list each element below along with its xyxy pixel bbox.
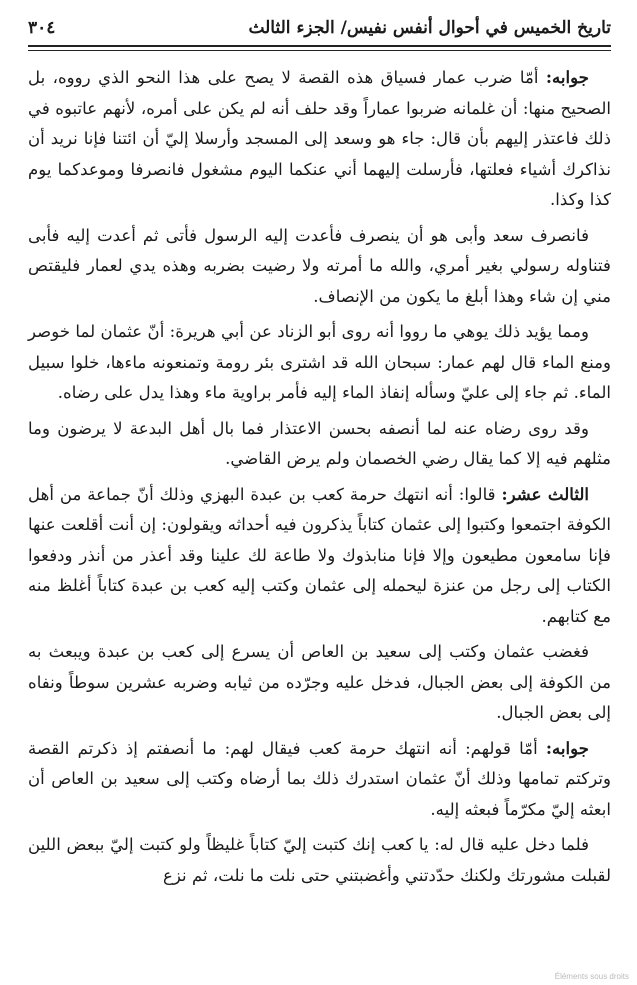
paragraph: [28, 62, 611, 216]
watermark: Éléments sous droits: [554, 972, 629, 981]
page-body: [28, 62, 611, 895]
paragraph: [28, 636, 611, 729]
paragraph-text: فانصرف سعد وأبى هو أن ينصرف فأعدت إليه الرسول فأتى ثم أعدت إليه فأبى فتناوله رسولي بغير أمري، والله ما أمرته ولا رضيت بضربه وهذه يدي لعمار فليقتص مني إن شاء وهذا أبلغ ما يكون من الإنصاف.: [28, 225, 611, 306]
paragraph: [28, 413, 611, 475]
running-title: تاريخ الخميس في أحوال أنفس نفيس/ الجزء الثالث: [248, 18, 611, 38]
paragraph-text: فلما دخل عليه قال له: يا كعب إنك كتبت إليّ كتاباً غليظاً ولو كتبت إليّ ببعض اللين لقبلت مشورتك ولكنك حدّدتني وأغضبتني حتى نلت ما نلت، ثم نزع: [28, 835, 611, 885]
paragraph-text: ومما يؤيد ذلك يوهي ما رووا أنه روى أبو الزناد عن أبي هريرة: أنّ عثمان لما خوصر ومنع الماء قال لهم عمار: سبحان الله قد اشترى بئر رومة وتمنعونه ماءها، خلوا سبيل الماء. ثم جاء إلى عليّ وسأله إنفاذ الماء إليه فأمر براوية ماء وهذا يدل على رضاه.: [28, 322, 611, 402]
paragraph-lead: الثالث عشر:: [501, 483, 589, 504]
paragraph-lead: جوابه:: [545, 737, 589, 758]
paragraph: [28, 220, 611, 313]
paragraph-lead: جوابه:: [545, 67, 589, 87]
page-number: ٣٠٤: [28, 18, 56, 38]
paragraph-text: وقد روى رضاه عنه لما أنصفه بحسن الاعتذار فما بال أهل البدعة لا يرضون وما مثلهم فيه إلا كما يقال رضي الخصمان ولم يرض القاضي.: [28, 418, 611, 468]
paragraph: [28, 479, 611, 633]
book-page: [28, 0, 611, 985]
paragraph-text: أمّا قولهم: أنه انتهك حرمة كعب فيقال لهم: ما أنصفتم إذ ذكرتم القصة وتركتم تمامها وذلك أنّ عثمان استدرك ذلك بما أرضاه وكتب إلى سعيد بن العاص أن ابعثه إليّ مكرّماً فبعثه إليه.: [28, 738, 611, 819]
paragraph-text: أمّا ضرب عمار فسياق هذه القصة لا يصح على هذا النحو الذي رووه، بل الصحيح منها: أن غلمانه ضربوا عماراً وقد حلف أنه لم يكن على أمره، لأنهم عاتبوه في ذلك فاعتذر إليهم بأن قال: جاء هو وسعد إلى المسجد وأرسلا إليّ أن ائتنا فإنا نريد أن نذاكرك أشياء فعلتها، فأرسلت إليهما أني عنكما اليوم مشغول فانصرفا وموعدكما يوم كذا وكذا.: [28, 68, 611, 209]
running-header: [28, 14, 611, 42]
header-rule-thin: [28, 50, 611, 51]
paragraph: [28, 316, 611, 409]
paragraph: [28, 733, 611, 826]
paragraph-text: قالوا: أنه انتهك حرمة كعب بن عبدة البهزي وذلك أنّ جماعة من أهل الكوفة اجتمعوا وكتبوا إلى عثمان كتاباً يذكرون فيه أحداثه ويقولون: إن أنت أقلعت عنها فإنا سامعون مطيعون وإلا فإنا منابذوك ولا طاعة لك علينا وقد أعذر من أنذر ودفعوا الكتاب إلى رجل من عنزة ليحمله إلى عثمان وكتب إليه كعب بن عبدة كتاباً أغلظ منه مع كتابهم.: [28, 484, 611, 626]
paragraph-text: فغضب عثمان وكتب إلى سعيد بن العاص أن يسرع إلى كعب بن عبدة ويبعث به من الكوفة إلى بعض الجبال، فدخل عليه وجرّده من ثيابه وضربه عشرين سوطاً ونفاه إلى بعض الجبال.: [28, 642, 611, 722]
header-rule-thick: [28, 45, 611, 47]
paragraph: [28, 829, 611, 891]
